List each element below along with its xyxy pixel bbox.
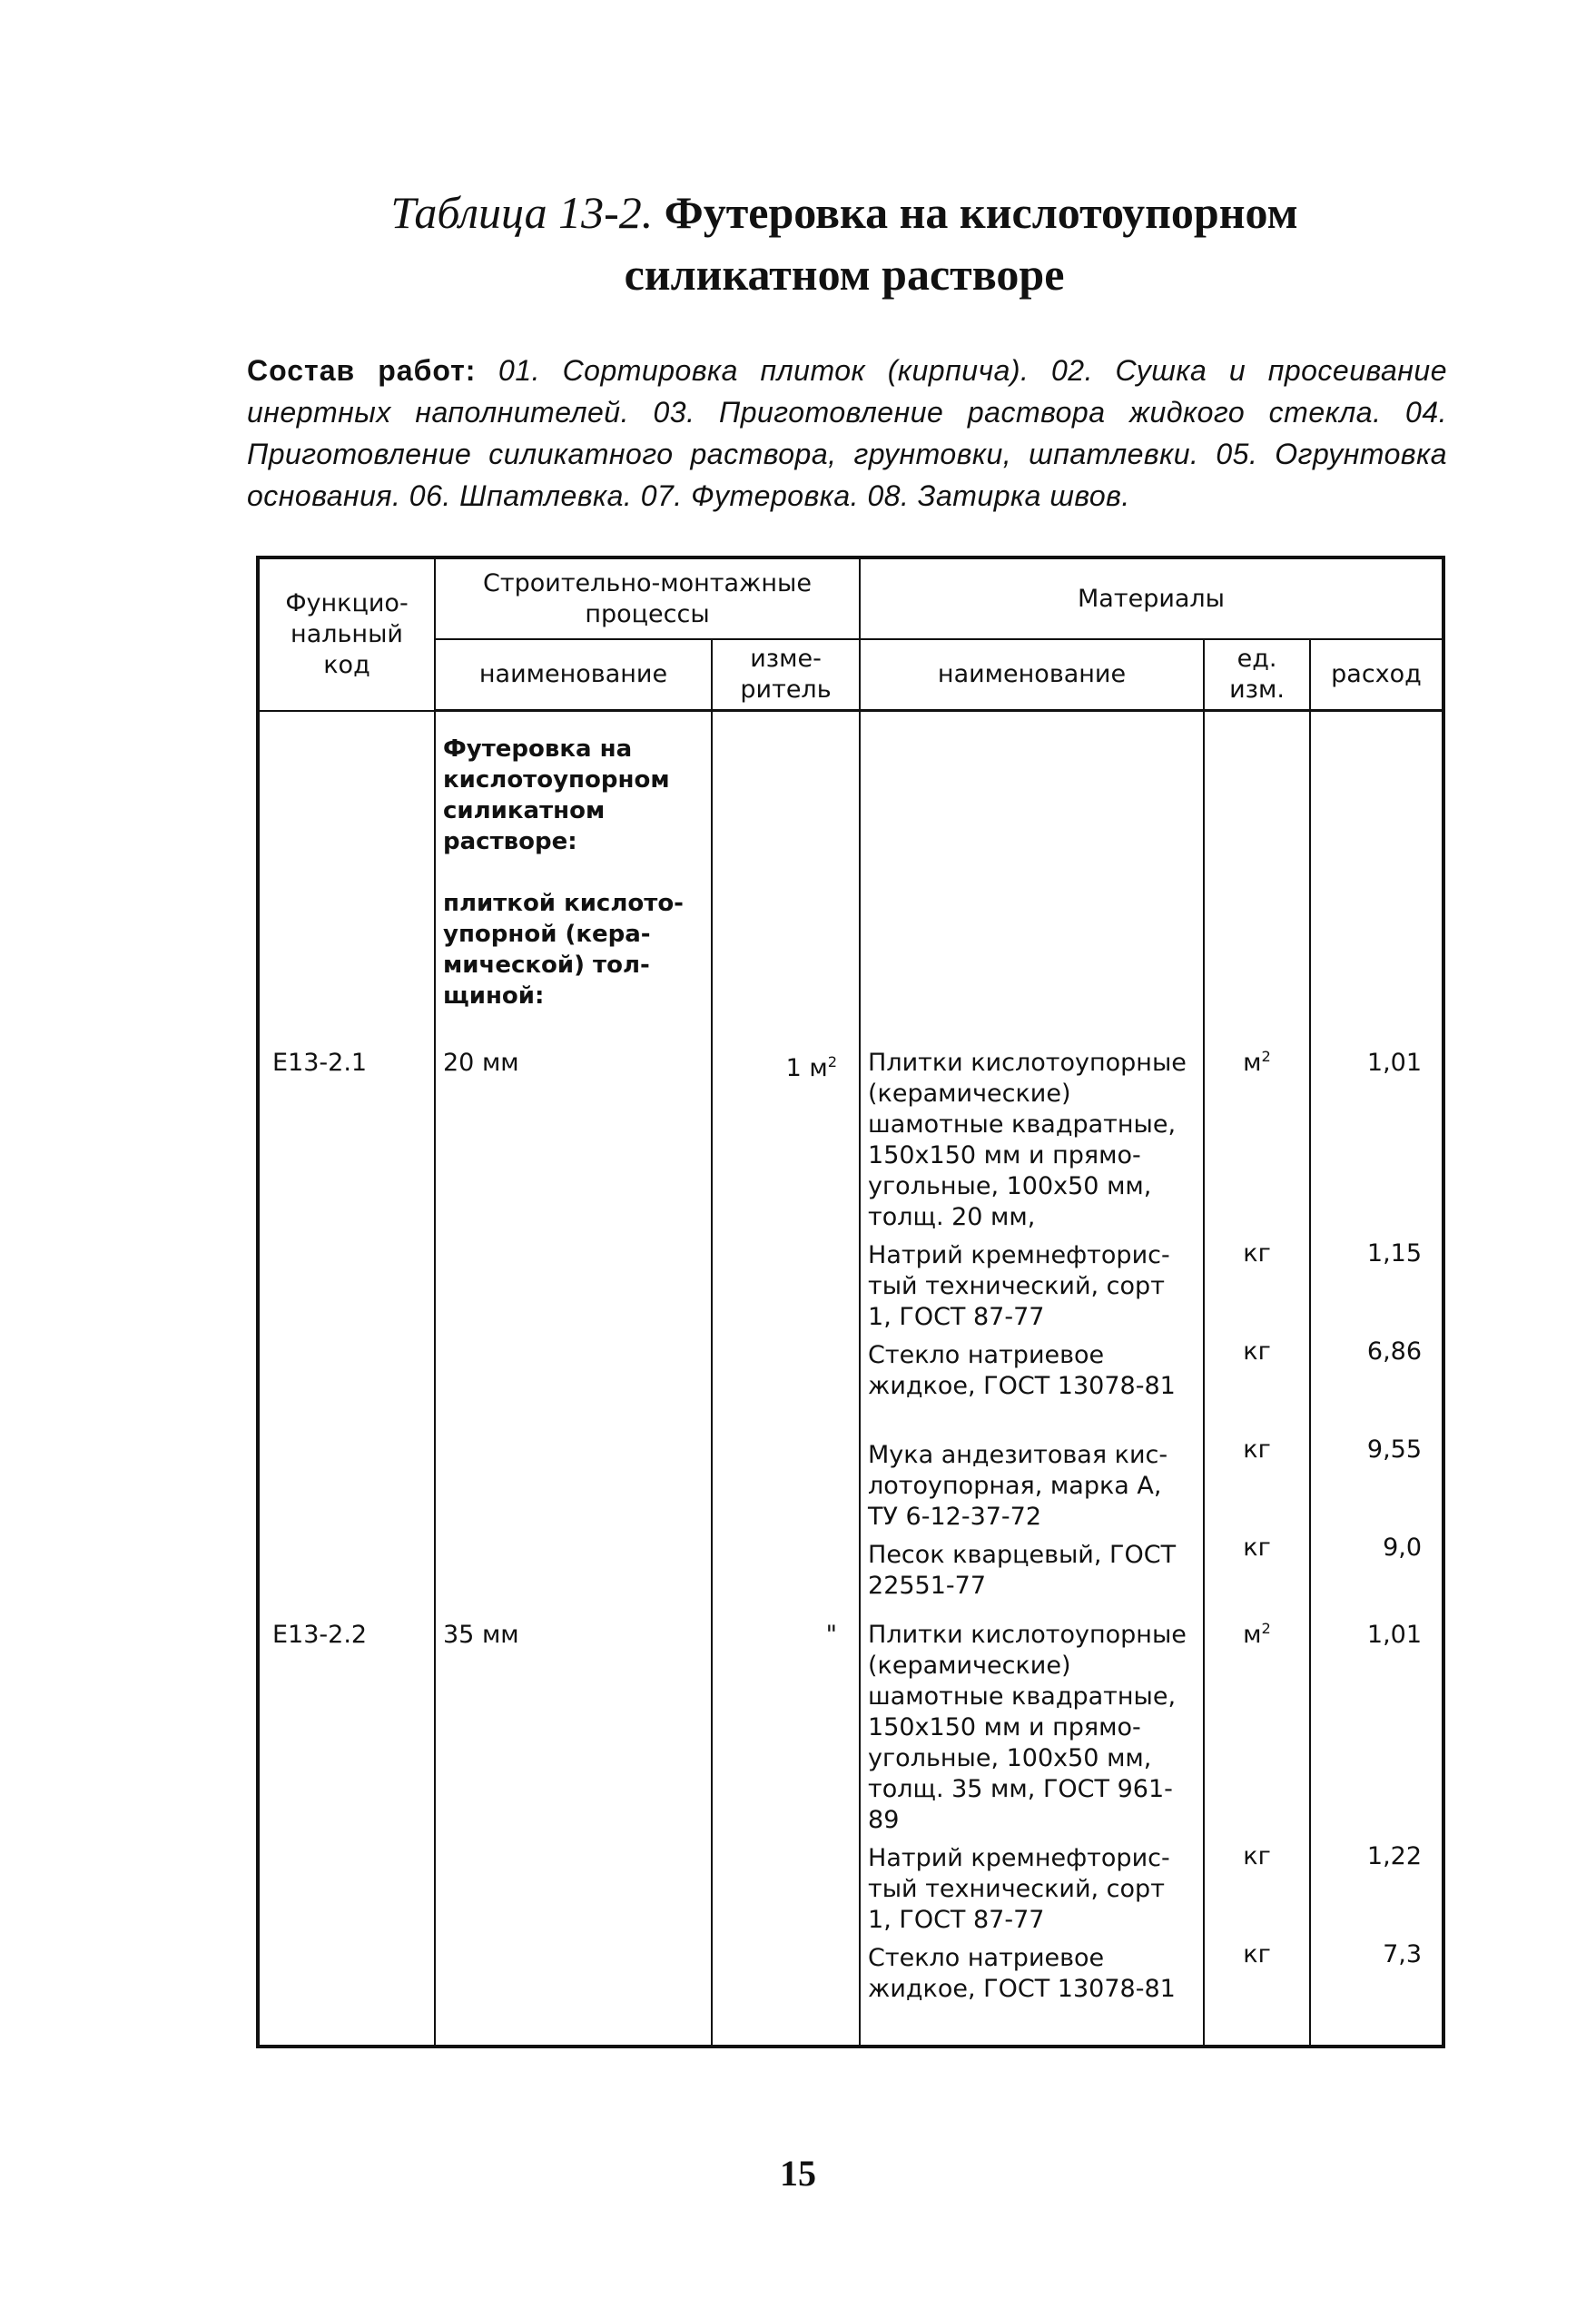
material-name: Мука андезитовая кис-лотоупорная, марка А, ТУ 6-12-37-72 (868, 1441, 1168, 1531)
norms-table-wrapper (256, 556, 1445, 2048)
work-composition (247, 350, 1447, 517)
material-unit: кг (1243, 1534, 1271, 1562)
row-code: Е13-2.2 (272, 1621, 368, 1649)
row-meter: " (825, 1621, 838, 1649)
row-code: Е13-2.1 (272, 1049, 368, 1077)
material-unit: $м^2$ (1243, 1620, 1271, 1649)
row-meter: 1 $м^2$ (785, 1053, 838, 1082)
material-rate: 1,22 (1366, 1842, 1423, 1870)
table-row (258, 1614, 1443, 2047)
title-line-1: Футеровка на кислотоупорном (664, 187, 1298, 238)
section-subtitle: плиткой кислото-упорной (кера-мической) тол-щиной: (443, 890, 684, 1010)
header-process-name: наименование (435, 639, 712, 711)
material-name: Натрий кремнефторис-тый технический, сорт 1, ГОСТ 87-77 (868, 1844, 1170, 1934)
header-material-name: наименование (860, 639, 1204, 711)
section-row (258, 711, 1443, 1043)
material-name: Песок кварцевый, ГОСТ 22551-77 (868, 1541, 1177, 1600)
section-title: Футеровка на кислотоупорном силикатном растворе: (443, 735, 670, 855)
row-process-name: 20 мм (443, 1049, 519, 1077)
header-materials: Материалы (860, 557, 1443, 639)
row-process-name: 35 мм (443, 1621, 519, 1649)
table-number: Таблица 13-2. (390, 187, 654, 238)
header-material-rate: расход (1310, 639, 1443, 711)
material-name: Плитки кислотоупорные (керамические) шамотные квадратные, 150х150 мм и прямо-угольные, 100х50 мм, толщ. 20 мм, (868, 1049, 1187, 1231)
material-name: Стекло натриевое жидкое, ГОСТ 13078-81 (868, 1944, 1176, 2003)
header-processes: Строительно-монтажные процессы (435, 557, 860, 639)
table-row (258, 1042, 1443, 1614)
material-unit: кг (1243, 1842, 1271, 1870)
norms-table (256, 556, 1445, 2048)
material-name: Плитки кислотоупорные (керамические) шамотные квадратные, 150х150 мм и прямо-угольные, 100х50 мм, толщ. 35 мм, ГОСТ 961-89 (868, 1621, 1187, 1834)
material-rate: 1,15 (1366, 1239, 1423, 1268)
material-unit: кг (1243, 1940, 1271, 1968)
header-process-meter: изме-ритель (712, 639, 860, 711)
work-composition-label: Состав работ: (247, 354, 477, 387)
material-name: Натрий кремнефторис-тый технический, сорт 1, ГОСТ 87-77 (868, 1241, 1170, 1331)
page-number: 15 (780, 2153, 816, 2194)
material-rate: 1,01 (1366, 1049, 1423, 1077)
material-rate: 9,0 (1383, 1534, 1423, 1562)
material-name: Стекло натриевое жидкое, ГОСТ 13078-81 (868, 1341, 1176, 1400)
header-code: Функцио-нальный код (258, 557, 435, 711)
material-rate: 6,86 (1366, 1337, 1423, 1366)
material-unit: кг (1243, 1435, 1271, 1464)
material-rate: 1,01 (1366, 1621, 1423, 1649)
material-unit: $м^2$ (1243, 1048, 1271, 1077)
material-unit: кг (1243, 1239, 1271, 1268)
title-line-2: силикатном растворе (624, 249, 1065, 300)
work-composition-text: 01. Сортировка плиток (кирпича). 02. Сушка и просеивание инертных наполнителей. 03. Приготовление раствора жидкого стекла. 04. Приготовление силикатного раствора, грунтовки, шпатлевки. 05. Огрунтовка основания. 06. Шпатлевка. 07. Футеровка. 08. Затирка швов. (247, 354, 1448, 512)
material-rate: 9,55 (1366, 1435, 1423, 1464)
page-title (254, 182, 1434, 305)
material-unit: кг (1243, 1337, 1271, 1366)
header-material-unit: ед. изм. (1204, 639, 1310, 711)
material-rate: 7,3 (1383, 1940, 1423, 1968)
